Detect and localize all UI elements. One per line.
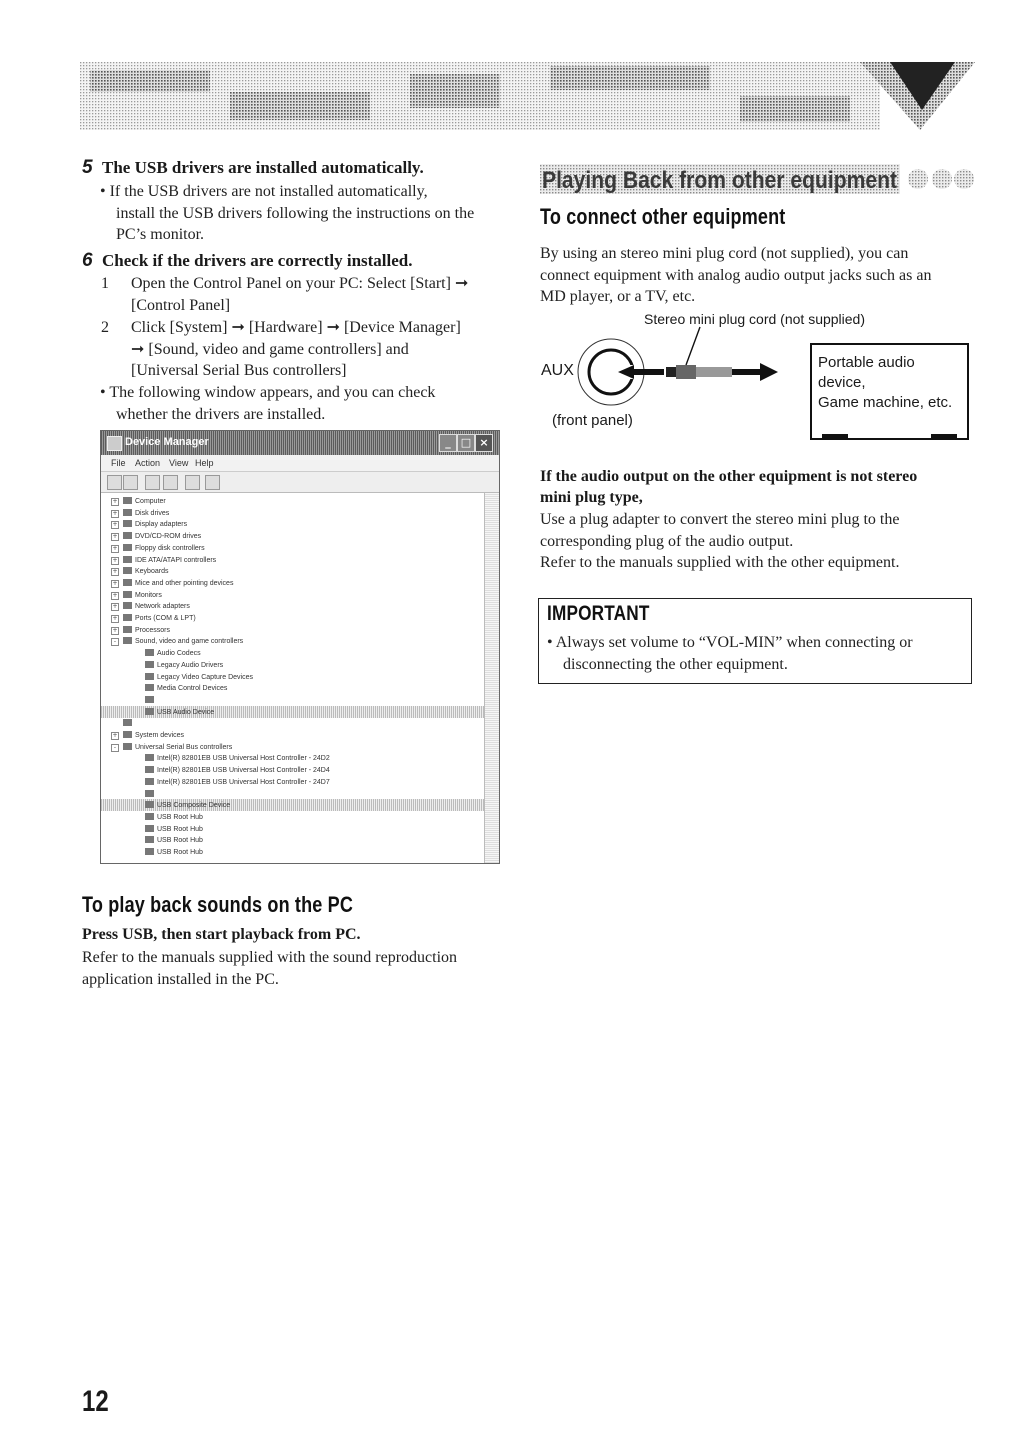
device-tree-label: IDE ATA/ATAPI controllers (135, 556, 217, 564)
device-tree-node[interactable] (123, 719, 135, 728)
bullet-line: • If the USB drivers are not installed automatically, (100, 183, 428, 200)
device-tree-label: USB Root Hub (157, 825, 203, 833)
bullet-line: install the USB drivers following the instructions on the (116, 204, 475, 222)
play-pc-body (82, 947, 457, 990)
expand-toggle[interactable]: - (111, 638, 119, 646)
device-tree-node[interactable] (145, 836, 203, 845)
important-box (538, 598, 972, 684)
device-tree-node[interactable] (145, 673, 253, 682)
properties-icon[interactable] (145, 475, 160, 490)
body-line: application installed in the PC. (82, 970, 279, 988)
device-icon (145, 661, 154, 668)
header-banner (80, 62, 975, 130)
device-icon (145, 696, 154, 703)
bullet-line: • The following window appears, and you can check (100, 384, 436, 401)
device-tree-label: Media Control Devices (157, 685, 228, 693)
device-tree-node[interactable] (123, 743, 232, 752)
device-tree-label: USB Audio Device (157, 708, 215, 716)
substep-line: [Universal Serial Bus controllers] (131, 362, 347, 379)
device-icon (123, 731, 132, 738)
minimize-button[interactable]: _ (439, 434, 457, 452)
substep-line: Click [System] ➞ [Hardware] ➞ [Device Manager] (131, 319, 461, 336)
device-tree-label: Audio Codecs (157, 650, 201, 658)
body-line: Refer to the manuals supplied with the other equipment. (540, 554, 900, 571)
device-tree-node[interactable] (123, 626, 170, 635)
device-icon (123, 556, 132, 563)
substep-2-text (131, 317, 461, 382)
device-tree-node[interactable] (123, 556, 216, 565)
device-tree-node[interactable] (123, 579, 233, 588)
device-tree-node[interactable] (145, 661, 223, 670)
note-title-line: mini plug type, (540, 489, 643, 506)
menu-view[interactable]: View (169, 458, 189, 468)
device-tree-label: Mice and other pointing devices (135, 579, 234, 587)
device-tree-node[interactable] (123, 497, 166, 506)
play-pc-instruction: Press USB, then start playback from PC. (82, 926, 361, 943)
connect-heading: To connect other equipment (540, 204, 786, 229)
substep-1-text (131, 273, 468, 316)
device-icon (123, 626, 132, 633)
device-icon (145, 673, 154, 680)
device-manager-window (100, 430, 500, 864)
device-tree-node[interactable] (145, 708, 214, 717)
menu-action[interactable]: Action (135, 458, 161, 468)
device-icon (123, 520, 132, 527)
plug-body (676, 365, 696, 379)
arrow-right-icon (760, 363, 778, 381)
close-button[interactable]: × (475, 434, 493, 452)
device-tree-node[interactable] (123, 591, 162, 600)
device-tree-label: Legacy Audio Drivers (157, 661, 224, 669)
device-tree-label: Display adapters (135, 521, 188, 529)
substep-line: ➞ [Sound, video and game controllers] and (131, 340, 409, 358)
device-tree-label: Keyboards (135, 568, 169, 576)
device-icon (145, 801, 154, 808)
device-tree-node[interactable] (145, 754, 330, 763)
substep-line: [Control Panel] (131, 296, 231, 314)
expand-toggle[interactable]: + (112, 626, 118, 634)
substep-2-number: 2 (101, 319, 109, 336)
device-tree-label: USB Composite Device (157, 802, 231, 810)
device-tree-label: Network adapters (135, 603, 190, 611)
step-5-body (100, 181, 475, 246)
device-icon (145, 708, 154, 715)
step-title: The USB drivers are installed automatically. (102, 158, 424, 177)
page-number: 12 (82, 1385, 109, 1418)
cord-label: Stereo mini plug cord (not supplied) (644, 311, 866, 327)
device-tree-node[interactable] (123, 520, 187, 529)
device-icon (123, 591, 132, 598)
device-icon (123, 602, 132, 609)
expand-toggle[interactable]: + (112, 603, 118, 611)
menu-help[interactable]: Help (195, 458, 214, 468)
body-line: Refer to the manuals supplied with the sound reproduction (82, 949, 458, 966)
device-icon (145, 649, 154, 656)
menu-file[interactable]: File (111, 458, 126, 468)
device-tree-node[interactable] (123, 532, 201, 541)
expand-toggle[interactable]: + (112, 732, 118, 739)
device-icon (145, 848, 154, 855)
section-banner (540, 162, 980, 196)
device-tree-node[interactable] (145, 825, 203, 834)
forward-icon[interactable] (123, 475, 138, 490)
help-icon[interactable] (185, 475, 200, 490)
body-line: connect equipment with analog audio output jacks such as an (540, 266, 932, 284)
device-icon (145, 825, 154, 832)
device-tree-label: Intel(R) 82801EB USB Universal Host Controller - 24D7 (157, 778, 330, 786)
bullet-line: whether the drivers are installed. (116, 405, 326, 423)
device-icon (123, 544, 132, 551)
device-tree-node[interactable] (123, 731, 184, 740)
device-tree-node[interactable] (145, 684, 227, 693)
device-line: Game machine, etc. (818, 394, 953, 411)
device-tree-node[interactable] (123, 637, 243, 646)
expand-toggle[interactable]: + (112, 509, 118, 517)
device-tree-node[interactable] (123, 602, 190, 611)
note-body (540, 509, 899, 574)
device-icon (123, 637, 132, 644)
expand-toggle[interactable]: + (112, 568, 118, 576)
play-pc-heading: To play back sounds on the PC (82, 892, 354, 917)
maximize-button[interactable]: □ (457, 434, 475, 452)
aux-label: AUX (541, 362, 574, 379)
expand-toggle[interactable]: - (111, 744, 119, 752)
device-feet (812, 434, 967, 440)
plug-tip (666, 367, 676, 377)
bullet-line: PC’s monitor. (116, 226, 205, 243)
device-tree-node[interactable] (123, 614, 196, 623)
connect-intro (540, 243, 931, 308)
device-icon (145, 836, 154, 843)
device-tree-label: USB Root Hub (157, 837, 203, 845)
device-tree-node[interactable] (123, 509, 169, 518)
expand-toggle[interactable]: + (112, 556, 118, 564)
step-number: 6 (82, 250, 93, 271)
body-line: By using an stereo mini plug cord (not supplied), you can (540, 245, 909, 262)
device-line: device, (818, 374, 866, 391)
window-titlebar (101, 431, 499, 455)
step-title: Check if the drivers are correctly installed. (102, 251, 413, 270)
device-icon (145, 813, 154, 820)
device-tree-node[interactable] (145, 778, 330, 787)
device-icon (123, 509, 132, 516)
device-manager-icon (107, 436, 122, 451)
back-icon[interactable] (107, 475, 122, 490)
arrow-shaft (634, 369, 664, 375)
device-foot (931, 434, 957, 438)
device-tree-label: Disk drives (135, 509, 170, 517)
body-line: corresponding plug of the audio output. (540, 532, 794, 550)
substep-1-number: 1 (101, 275, 109, 292)
arrow-shaft (732, 369, 762, 375)
device-tree-label: DVD/CD-ROM drives (135, 533, 202, 541)
device-icon (123, 719, 132, 726)
device-icon (145, 778, 154, 785)
device-icon (123, 567, 132, 574)
bullet-line: disconnecting the other equipment. (563, 655, 788, 673)
portable-device-box (810, 343, 969, 440)
device-icon (123, 579, 132, 586)
section-title: Playing Back from other equipment (542, 167, 898, 194)
device-tree-node[interactable] (145, 766, 330, 775)
toolbar (101, 472, 499, 493)
expand-toggle[interactable]: + (112, 498, 118, 505)
bullet-line: • Always set volume to “VOL-MIN” when connecting or (547, 634, 913, 651)
important-title: IMPORTANT (547, 602, 650, 625)
device-tree-label: Monitors (135, 591, 162, 599)
menu-bar (101, 455, 499, 472)
device-icon (123, 743, 132, 750)
device-icon (145, 684, 154, 691)
body-line: MD player, or a TV, etc. (540, 288, 696, 305)
cord-icon (696, 367, 732, 377)
expand-toggle[interactable]: + (112, 579, 118, 587)
note-title (540, 466, 917, 508)
device-label (818, 353, 952, 413)
device-tree-node[interactable] (145, 696, 157, 705)
device-icon (145, 790, 154, 797)
device-tree-label: Intel(R) 82801EB USB Universal Host Controller - 24D4 (157, 767, 330, 775)
important-body (547, 632, 913, 675)
front-panel-label: (front panel) (552, 412, 633, 429)
leader-line (686, 327, 700, 365)
scan-hardware-icon[interactable] (205, 475, 220, 490)
note-title-line: If the audio output on the other equipment is not stereo (540, 468, 918, 485)
expand-toggle[interactable]: + (112, 533, 118, 541)
device-tree-node[interactable] (145, 848, 203, 857)
device-tree-node[interactable] (123, 567, 168, 576)
device-tree-node[interactable] (145, 790, 157, 799)
device-icon (145, 754, 154, 761)
connection-diagram (570, 325, 810, 415)
device-tree-node[interactable] (123, 544, 205, 553)
device-icon (145, 766, 154, 773)
print-icon[interactable] (163, 475, 178, 490)
device-foot (822, 434, 848, 438)
device-tree-node[interactable] (145, 801, 230, 810)
expand-toggle[interactable]: + (112, 521, 118, 529)
device-tree-label: USB Root Hub (157, 849, 203, 856)
device-icon (123, 497, 132, 504)
expand-toggle[interactable]: + (112, 615, 118, 622)
expand-toggle[interactable]: + (112, 591, 118, 599)
window-title: Device Manager (125, 436, 209, 448)
device-tree-label: System devices (135, 732, 185, 739)
device-tree-label: Computer (135, 498, 166, 505)
device-icon (123, 614, 132, 621)
device-tree-label: Sound, video and game controllers (135, 638, 244, 646)
device-tree-label: Universal Serial Bus controllers (135, 743, 233, 751)
device-line: Portable audio (818, 354, 915, 371)
step-6-bullet (100, 382, 436, 425)
body-line: Use a plug adapter to convert the stereo mini plug to the (540, 511, 900, 528)
expand-toggle[interactable]: + (112, 544, 118, 552)
device-tree (101, 493, 483, 863)
step-number: 5 (82, 157, 93, 178)
device-tree-label: Floppy disk controllers (135, 544, 205, 552)
substep-line: Open the Control Panel on your PC: Select [Start] ➞ (131, 275, 469, 292)
scrollbar[interactable] (484, 493, 499, 863)
device-tree-node[interactable] (145, 649, 201, 658)
device-tree-label: Intel(R) 82801EB USB Universal Host Controller - 24D2 (157, 755, 330, 763)
device-icon (123, 532, 132, 539)
device-tree-node[interactable] (145, 813, 203, 822)
device-tree-label: Ports (COM & LPT) (135, 615, 196, 622)
device-tree-label: Processors (135, 626, 171, 634)
device-tree-label: Legacy Video Capture Devices (157, 673, 253, 681)
device-tree-label: USB Root Hub (157, 813, 203, 821)
